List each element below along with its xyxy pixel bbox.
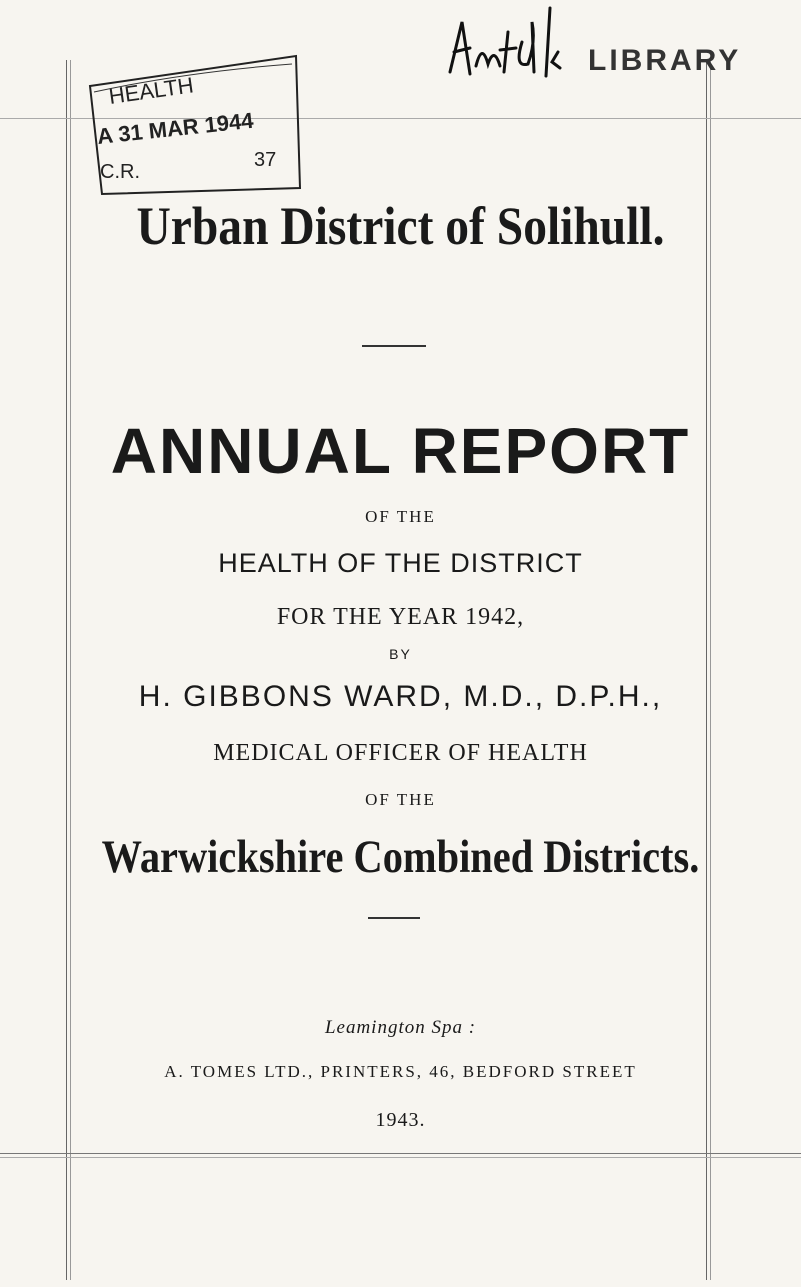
stamp-line2: A 31 MAR 1944 xyxy=(95,107,255,149)
of-the-label-1: OF THE xyxy=(365,507,436,526)
printer-line: A. TOMES LTD., PRINTERS, 46, BEDFORD STREET xyxy=(164,1062,637,1081)
of-the-label-2: OF THE xyxy=(365,790,436,809)
bottom-fold-line xyxy=(0,1153,801,1154)
library-label: LIBRARY xyxy=(588,44,742,77)
stamp-line3: C.R. xyxy=(100,161,140,183)
divider-rule-top xyxy=(362,345,426,347)
districts-title: Warwickshire Combined Districts. xyxy=(101,831,700,883)
report-heading: ANNUAL REPORT xyxy=(110,415,691,487)
handwritten-annotation xyxy=(440,2,570,92)
bottom-fold-line-inner xyxy=(0,1157,801,1158)
by-label: BY xyxy=(389,646,412,662)
report-year-line: FOR THE YEAR 1942, xyxy=(276,604,525,630)
publication-year: 1943. xyxy=(375,1109,426,1131)
stamp-number: 37 xyxy=(254,149,277,171)
received-stamp xyxy=(86,48,302,198)
divider-rule-bottom xyxy=(368,917,420,919)
author-name: H. GIBBONS WARD, M.D., D.P.H., xyxy=(138,680,663,713)
publication-place: Leamington Spa : xyxy=(324,1017,477,1038)
author-office: MEDICAL OFFICER OF HEALTH xyxy=(213,740,588,766)
document-title: Urban District of Solihull. xyxy=(136,196,665,256)
stamp-line1: HEALTH xyxy=(107,72,196,109)
report-subject: HEALTH OF THE DISTRICT xyxy=(218,548,583,578)
